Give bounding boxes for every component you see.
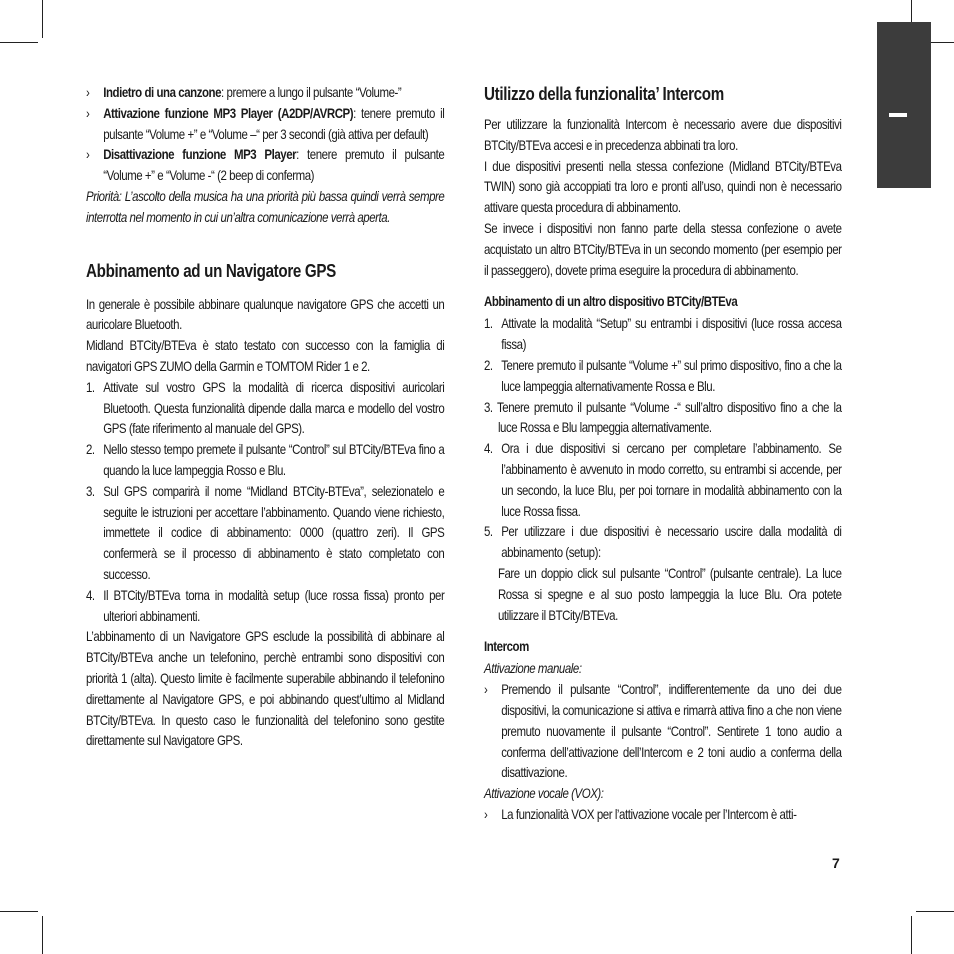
list-item-text: Premendo il pulsante “Control”, indifferentemente da uno dei due dispositivi, la comunicazione si attiva e rimarrà attiva fino a che non viene premuto nuovamente il pulsante “Control”. Sentirete 1 tono audio a conferma dell’attivazione dell’Intercom e 2 toni audio a conferma della disattivazione. — [501, 681, 842, 781]
crop-mark — [0, 911, 38, 912]
crop-mark — [916, 911, 954, 912]
list-item-text: La funzionalità VOX per l’attivazione vocale per l’Intercom è atti- — [501, 805, 797, 822]
intercom-p2: I due dispositivi presenti nella stessa confezione (Midland BTCity/BTEva TWIN) sono già accoppiati tra loro e pronti all’uso, quindi non è necessario attivare questa procedura di abbinamento. — [484, 157, 842, 216]
crop-mark — [0, 42, 38, 43]
list-item: 2. Nello stesso tempo premete il pulsante “Control” sul BTCity/BTEva fino a quando la luce lampeggia Rosso e Blu. — [86, 441, 445, 478]
list-item-title: Indietro di una canzone — [103, 84, 222, 100]
list-item-text: Attivate sul vostro GPS la modalità di ricerca dispositivi auricolari Bluetooth. Questa funzionalità dipende dalla marca e modello del vostro GPS (fate riferimento al manuale del GPS). — [103, 378, 445, 437]
language-tab — [877, 22, 931, 188]
list-item: 4. Il BTCity/BTEva torna in modalità setup (luce rossa fissa) pronto per ulteriori abbinamenti. — [86, 586, 445, 624]
gps-intro: In generale è possibile abbinare qualunque navigatore GPS che accetti un auricolare Bluetooth. — [86, 295, 445, 333]
priority-note: Priorità: L’ascolto della musica ha una priorità più bassa quindi verrà sempre interrotta nel momento in cui un’altra comunicazione verrà aperta. — [86, 187, 445, 225]
page-number: 7 — [832, 855, 840, 871]
list-item: 5. Per utilizzare i due dispositivi è necessario uscire dalla modalità di abbinamento (setup): — [484, 523, 842, 561]
list-item-title: Attivazione funzione MP3 Player (A2DP/AVRCP) — [103, 104, 354, 121]
crop-mark — [911, 916, 912, 954]
list-item-text: Ora i due dispositivi si cercano per completare l’abbinamento. Se l’abbinamento è avvenuto in modo corretto, su entrambi si accende, per un secondo, la luce Blu, per poi tornare in modalità abbinamento con la luce Rossa fissa. — [501, 440, 842, 519]
manual-activation-label: Attivazione manuale: — [484, 660, 582, 677]
list-item-text: : tenere premuto il pulsante “Volume +” e “Volume -“ (2 beep di conferma) — [103, 146, 445, 184]
left-column — [86, 82, 444, 751]
crop-mark — [42, 0, 43, 38]
mp3-controls-list — [86, 82, 444, 186]
list-item-text: Attivate la modalità “Setup” su entrambi i dispositivi (luce rossa accesa fissa) — [501, 315, 842, 353]
list-item: › Indietro di una canzone: premere a lungo il pulsante “Volume-” — [86, 84, 402, 100]
pairing-step5-detail: Fare un doppio click sul pulsante “Control” (pulsante centrale). La luce Rossa si spegne e al suo posto lampeggia la luce Blu. Ora potete utilizzare il BTCity/BTEva. — [497, 564, 842, 623]
gps-outro: L’abbinamento di un Navigatore GPS esclude la possibilità di abbinare al BTCity/BTEva anche un telefonino, perchè entrambi sono dispositivi con priorità 1 (alta). Questo limite è facilmente superabile abbinando il telefonino direttamente al Navigatore GPS, e poi abbinando quest’ultimo al Midland BTCity/BTEva. In questo caso le funzionalità del telefonino sono gestite direttamente sul Navigatore GPS. — [86, 628, 445, 749]
gps-heading: Abbinamento ad un Navigatore GPS — [86, 259, 336, 281]
manual-activation-list — [484, 679, 842, 783]
list-item-text: : tenere premuto il pulsante “Volume +” e “Volume –“ per 3 secondi (già attiva per default) — [103, 104, 445, 142]
list-item-text: Il BTCity/BTEva torna in modalità setup (luce rossa fissa) pronto per ulteriori abbinamenti. — [103, 586, 445, 624]
crop-mark — [42, 916, 43, 954]
list-item: 3. Sul GPS comparirà il nome “Midland BTCity-BTEva”, selezionatelo e seguite le istruzioni per accettare l’abbinamento. Quando viene richiesto, immettete il codice di abbinamento: 0000 (quattro zeri). Il GPS confermerà se il processo di abbinamento è stato completato con successo. — [86, 482, 445, 582]
list-item: › La funzionalità VOX per l’attivazione vocale per l’Intercom è atti- — [484, 805, 797, 822]
vox-activation-label: Attivazione vocale (VOX): — [484, 785, 604, 802]
list-item: 4. Ora i due dispositivi si cercano per completare l’abbinamento. Se l’abbinamento è avvenuto in modo corretto, su entrambi si accende, per un secondo, la luce Blu, per poi tornare in modalità abbinamento con la luce Rossa fissa. — [484, 440, 842, 519]
gps-steps — [86, 377, 444, 627]
intercom-heading: Utilizzo della funzionalita’ Intercom — [484, 83, 724, 104]
pairing-heading: Abbinamento di un altro dispositivo BTCity/BTEva — [484, 293, 738, 310]
list-item-text: : premere a lungo il pulsante “Volume-” — [221, 84, 402, 100]
list-item: 2. Tenere premuto il pulsante “Volume +” sul primo dispositivo, fino a che la luce lampeggia alternativamente Rossa e Blu. — [484, 356, 842, 394]
vox-activation-list — [484, 804, 842, 825]
pairing-steps — [484, 313, 842, 563]
list-item-text: Tenere premuto il pulsante “Volume +” sul primo dispositivo, fino a che la luce lampeggia alternativamente Rossa e Blu. — [501, 356, 842, 394]
list-item: 1. Attivate sul vostro GPS la modalità di ricerca dispositivi auricolari Bluetooth. Questa funzionalità dipende dalla marca e modello del vostro GPS (fate riferimento al manuale del GPS). — [86, 378, 445, 437]
list-item-text: Tenere premuto il pulsante “Volume -“ sull’altro dispositivo fino a che la luce Rossa e Blu lampeggia alternativamente. — [496, 398, 842, 436]
list-item: › Premendo il pulsante “Control”, indifferentemente da uno dei due dispositivi, la comunicazione si attiva e rimarrà attiva fino a che non viene premuto nuovamente il pulsante “Control”. Sentirete 1 tono audio a conferma dell’attivazione dell’Intercom e 2 toni audio a conferma della disattivazione. — [484, 681, 842, 781]
list-item: 3. Tenere premuto il pulsante “Volume -“ sull’altro dispositivo fino a che la luce Rossa e Blu lampeggia alternativamente. — [484, 398, 842, 436]
right-column — [484, 82, 842, 825]
list-item: › Attivazione funzione MP3 Player (A2DP/AVRCP): tenere premuto il pulsante “Volume +” e “Volume –“ per 3 secondi (già attiva per default) — [86, 104, 445, 142]
intercom-p3: Se invece i dispositivi non fanno parte della stessa confezione o avete acquistato un altro BTCity/BTEva in un secondo momento (per esempio per il passeggero), dovete prima eseguire la procedura di abbinamento. — [484, 219, 842, 278]
gps-tested: Midland BTCity/BTEva è stato testato con successo con la famiglia di navigatori GPS ZUMO della Garmin e TOMTOM Rider 1 e 2. — [86, 337, 445, 374]
list-item: 1. Attivate la modalità “Setup” su entrambi i dispositivi (luce rossa accesa fissa) — [484, 315, 842, 353]
list-item-title: Disattivazione funzione MP3 Player — [103, 146, 297, 163]
language-tab-mark — [889, 113, 907, 117]
list-item-text: Nello stesso tempo premete il pulsante “Control” sul BTCity/BTEva fino a quando la luce lampeggia Rosso e Blu. — [103, 441, 445, 478]
list-item: › Disattivazione funzione MP3 Player: tenere premuto il pulsante “Volume +” e “Volume -“ (2 beep di conferma) — [86, 146, 445, 184]
intercom-p1: Per utilizzare la funzionalità Intercom è necessario avere due dispositivi BTCity/BTEva accesi e in precedenza abbinati tra loro. — [484, 116, 842, 153]
list-item-text: Sul GPS comparirà il nome “Midland BTCity-BTEva”, selezionatelo e seguite le istruzioni per accettare l’abbinamento. Quando viene richiesto, immettete il codice di abbinamento: 0000 (quattro zeri). Il GPS confermerà se il processo di abbinamento è stato completato con successo. — [103, 482, 445, 582]
intercom-subheading: Intercom — [484, 638, 529, 655]
list-item-text: Per utilizzare i due dispositivi è necessario uscire dalla modalità di abbinamento (setup): — [501, 523, 842, 561]
